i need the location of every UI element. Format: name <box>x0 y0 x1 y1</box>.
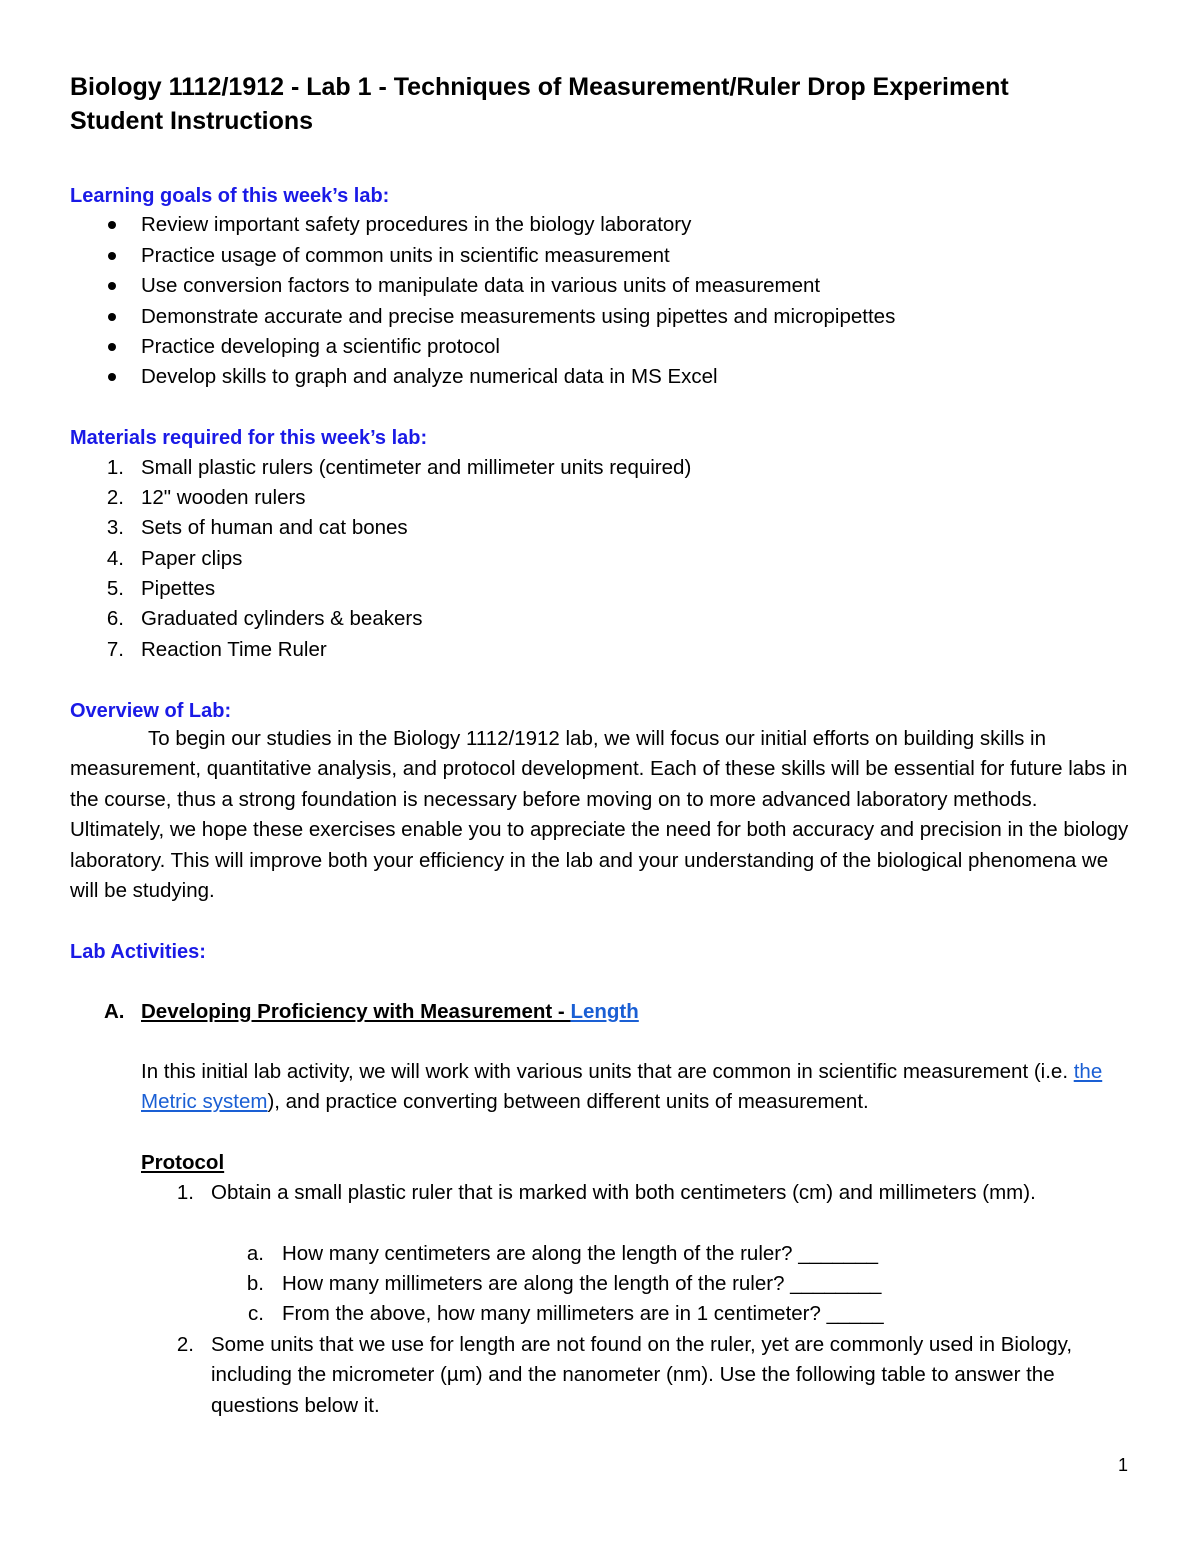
goal-item: Practice developing a scientific protocol <box>141 335 500 358</box>
intro-text-after: ), and practice converting between different units of measurement. <box>267 1090 869 1114</box>
list-number: 7. <box>106 638 124 661</box>
goal-item: Use conversion factors to manipulate data in various units of measurement <box>141 274 821 297</box>
material-item: Reaction Time Ruler <box>141 638 327 661</box>
sub-step-text: How many centimeters are along the length of the ruler? _______ <box>282 1242 879 1265</box>
section-a-letter: A. <box>104 1000 125 1023</box>
section-a-intro <box>141 1057 1121 1118</box>
page-number: 1 <box>1118 1455 1129 1475</box>
overview-heading: Overview of Lab: <box>70 700 232 722</box>
materials-heading: Materials required for this week’s lab: <box>70 427 428 449</box>
sub-step-text: How many millimeters are along the length of the ruler? ________ <box>282 1272 882 1295</box>
bullet-icon <box>108 252 116 260</box>
sub-step-letter: a. <box>246 1242 264 1265</box>
material-item: Pipettes <box>141 577 216 600</box>
bullet-icon <box>108 313 116 321</box>
goal-item: Demonstrate accurate and precise measurements using pipettes and micropipettes <box>141 305 896 328</box>
overview-paragraph: To begin our studies in the Biology 1112/1912 lab, we will focus our initial efforts on building skills in measurement, quantitative analysis, and protocol development. Each of these skills will be essential for future labs in the course, thus a strong foundation is necessary before moving on to more advanced laboratory methods. Ultimately, we hope these exercises enable you to appreciate the need for both accuracy and precision in the biology laboratory. This will improve both your efficiency in the lab and your understanding of the biological phenomena we will be studying. <box>70 727 1129 903</box>
material-item: 12" wooden rulers <box>141 486 306 509</box>
goal-item: Develop skills to graph and analyze numerical data in MS Excel <box>141 365 718 388</box>
bullet-icon <box>108 343 116 351</box>
list-number: 3. <box>106 516 124 539</box>
list-number: 4. <box>106 547 124 570</box>
title-line-1: Biology 1112/1912 - Lab 1 - Techniques of Measurement/Ruler Drop Experiment <box>70 73 1009 101</box>
goal-item: Review important safety procedures in the biology laboratory <box>141 213 692 236</box>
section-a-title <box>141 999 639 1025</box>
document-title <box>70 70 1150 138</box>
length-link[interactable]: Length <box>570 1000 639 1023</box>
material-item: Paper clips <box>141 547 243 570</box>
learning-goals-heading: Learning goals of this week’s lab: <box>70 185 390 207</box>
intro-text-before: In this initial lab activity, we will work with various units that are common in scientific measurement (i.e. <box>141 1060 1074 1083</box>
step-2-text: Some units that we use for length are not found on the ruler, yet are commonly used in Biology, including the micrometer (µm) and the nanometer (nm). Use the following table to answer the questions below it. <box>211 1333 1073 1417</box>
bullet-icon <box>108 282 116 290</box>
protocol-label: Protocol <box>141 1151 225 1174</box>
title-line-2: Student Instructions <box>70 107 314 135</box>
material-item: Graduated cylinders & beakers <box>141 607 423 630</box>
sub-step-text: From the above, how many millimeters are in 1 centimeter? _____ <box>282 1302 884 1325</box>
list-number: 6. <box>106 607 124 630</box>
sub-step-letter: c. <box>248 1302 264 1325</box>
section-a-title-text: Developing Proficiency with Measurement - <box>141 1000 571 1023</box>
metric-system-link[interactable]: the Metric system <box>141 1060 1103 1114</box>
step-1-text: Obtain a small plastic ruler that is marked with both centimeters (cm) and millimeters (mm). <box>211 1181 1036 1204</box>
list-number: 1. <box>106 456 124 479</box>
list-number: 5. <box>106 577 124 600</box>
bullet-icon <box>108 221 116 229</box>
bullet-icon <box>108 373 116 381</box>
list-number: 2. <box>106 486 124 509</box>
step-number: 2. <box>176 1333 194 1356</box>
activities-heading: Lab Activities: <box>70 941 206 963</box>
material-item: Small plastic rulers (centimeter and millimeter units required) <box>141 456 692 479</box>
step-number: 1. <box>176 1181 194 1204</box>
sub-step-letter: b. <box>246 1272 264 1295</box>
goal-item: Practice usage of common units in scientific measurement <box>141 244 670 267</box>
material-item: Sets of human and cat bones <box>141 516 408 539</box>
